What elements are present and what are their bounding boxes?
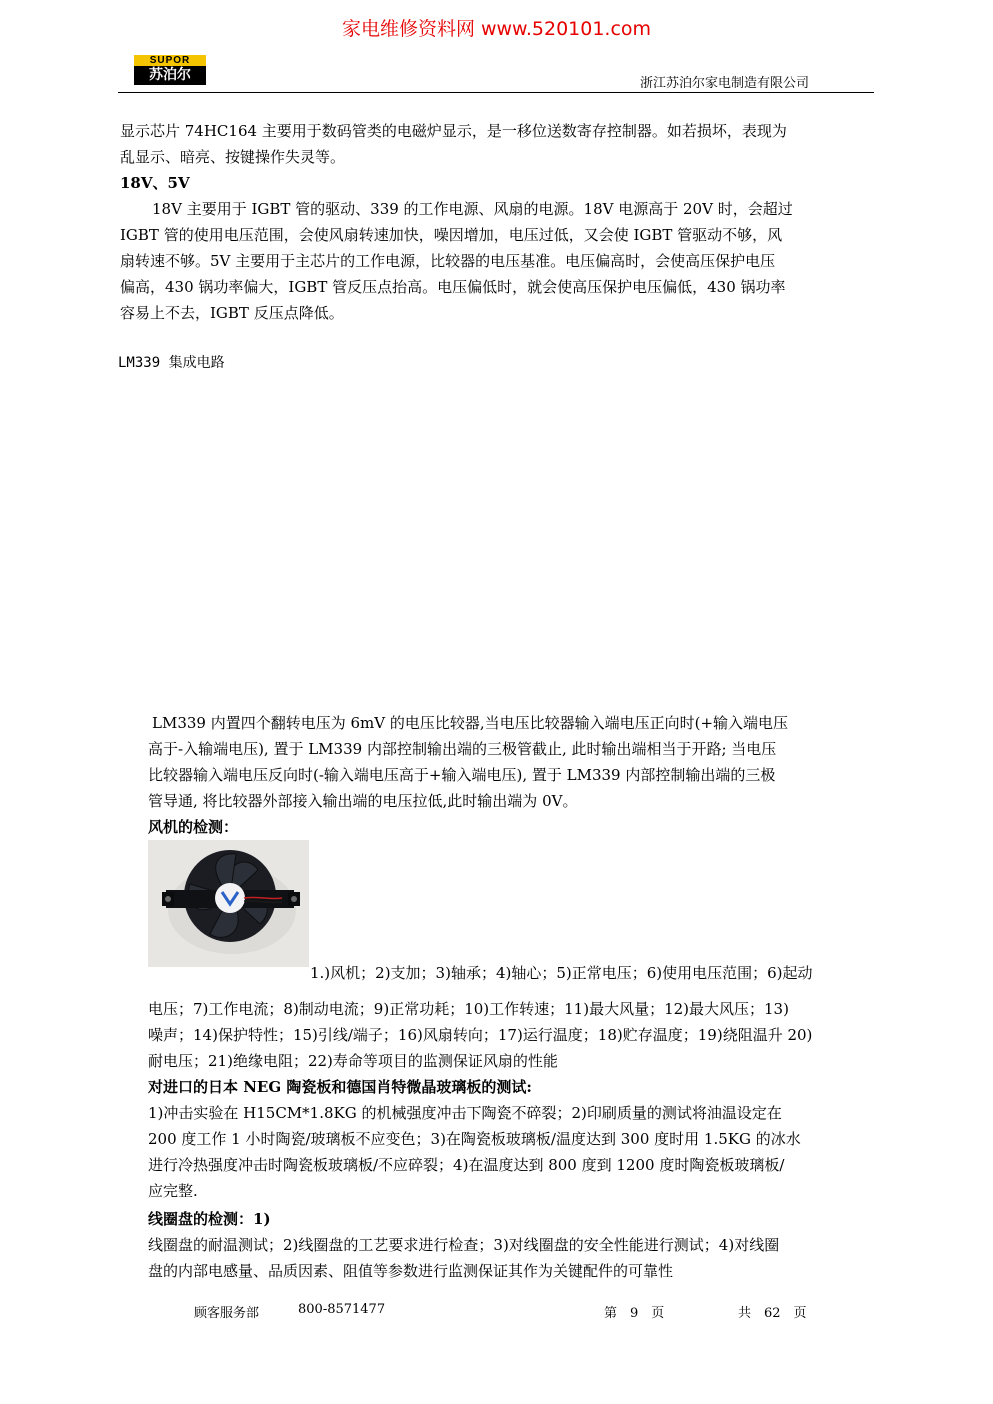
neg-line4: 应完整. [148,1182,198,1200]
paragraph-lm339-line1: LM339 内置四个翻转电压为 6mV 的电压比较器,当电压比较器输入端电压正向时(+输入端电压 [152,714,789,732]
paragraph-lm339-line2: 高于-入输端电压), 置于 LM339 内部控制输出端的三极管截止, 此时输出端相当于开路; 当电压 [148,740,777,758]
fan-items-line1: 1.)风机；2)支加；3)轴承；4)轴心；5)正常电压；6)使用电压范围；6)起动 [310,964,813,982]
paragraph-18v-line4: 偏高，430 锅功率偏大，IGBT 管反压点抬高。电压偏低时，就会使高压保护电压偏低，430 锅功率 [120,278,786,296]
neg-line2: 200 度工作 1 小时陶瓷/玻璃板不应变色；3)在陶瓷板玻璃板/温度达到 300 度时用 1.5KG 的冰水 [148,1130,801,1148]
heading-lm339: LM339 集成电路 [118,355,225,371]
fan-icon [148,840,309,967]
watermark: 家电维修资料网 www.520101.com [341,18,652,40]
fan-photo [148,840,309,967]
logo-cn: 苏泊尔 [149,67,191,83]
supor-logo [134,55,206,85]
heading-coil-test: 线圈盘的检测：1) [148,1210,271,1228]
neg-line3: 进行冷热强度冲击时陶瓷板玻璃板/不应碎裂；4)在温度达到 800 度到 1200 度时陶瓷板玻璃板/ [148,1156,785,1174]
paragraph-18v-line1: 18V 主要用于 IGBT 管的驱动、339 的工作电源、风扇的电源。18V 电源高于 20V 时，会超过 [152,200,793,218]
fan-items-line2: 电压；7)工作电流；8)制动电流；9)正常功耗；10)工作转速；11)最大风量；12)最大风压；13) [148,1000,789,1018]
header-rule [118,92,874,93]
heading-18v-5v: 18V、5V [120,174,190,192]
logo-en: SUPOR [134,55,206,66]
paragraph-lm339-line4: 管导通, 将比较器外部接入输出端的电压拉低,此时输出端为 0V。 [148,792,578,810]
coil-line2: 盘的内部电感量、品质因素、阻值等参数进行监测保证其作为关键配件的可靠性 [148,1262,674,1280]
fan-items-line4: 耐电压；21)绝缘电阻；22)寿命等项目的监测保证风扇的性能 [148,1052,558,1070]
coil-line1: 线圈盘的耐温测试；2)线圈盘的工艺要求进行检查；3)对线圈盘的安全性能进行测试；4)对线圈 [148,1236,780,1254]
paragraph-18v-line2: IGBT 管的使用电压范围，会使风扇转速加快，噪因增加，电压过低，又会使 IGBT 管驱动不够，风 [120,226,783,244]
paragraph-18v-line5: 容易上不去，IGBT 反压点降低。 [120,304,344,322]
footer-page-number: 第 9 页 [604,1306,665,1321]
neg-line1: 1)冲击实验在 H15CM*1.8KG 的机械强度冲击下陶瓷不碎裂；2)印刷质量的测试将油温设定在 [148,1104,782,1122]
paragraph-74hc164-line2: 乱显示、暗亮、按键操作失灵等。 [120,148,346,166]
paragraph-18v-line3: 扇转速不够。5V 主要用于主芯片的工作电源，比较器的电压基准。电压偏高时，会使高压保护电压 [120,252,776,270]
paragraph-lm339-line3: 比较器输入端电压反向时(-输入端电压高于+输入端电压), 置于 LM339 内部控制输出端的三极 [148,766,776,784]
company-name: 浙江苏泊尔家电制造有限公司 [640,76,810,91]
fan-items-line3: 噪声；14)保护特性；15)引线/端子；16)风扇转向；17)运行温度；18)贮存温度；19)绕阻温升 20) [148,1026,813,1044]
heading-fan-test: 风机的检测： [148,818,239,836]
footer-phone: 800-8571477 [298,1302,386,1317]
heading-neg-test: 对进口的日本 NEG 陶瓷板和德国肖特微晶玻璃板的测试: [148,1078,532,1096]
footer-dept: 顾客服务部 [194,1306,260,1321]
paragraph-74hc164-line1: 显示芯片 74HC164 主要用于数码管类的电磁炉显示，是一移位送数寄存控制器。如若损坏，表现为 [120,122,787,140]
footer-total-pages: 共 62 页 [738,1306,807,1321]
